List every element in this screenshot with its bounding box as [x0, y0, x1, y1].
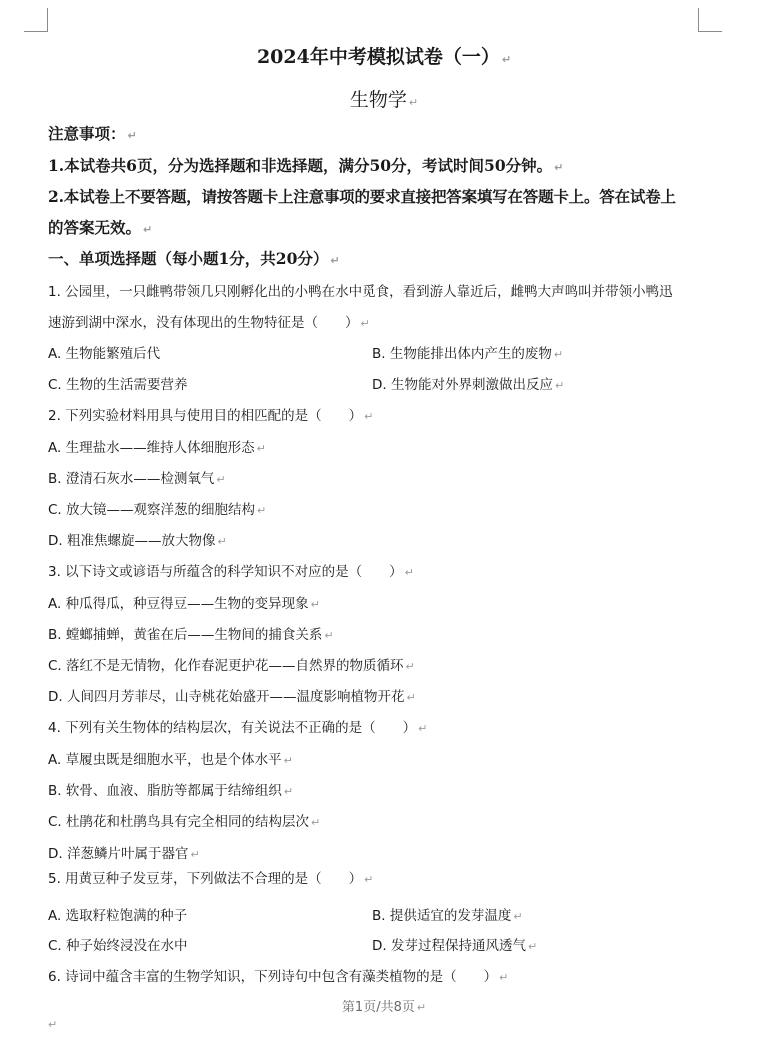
- question-3-stem: 3. 以下诗文或谚语与所蕴含的科学知识不对应的是（ ） ↵: [48, 564, 414, 580]
- question-6-stem: 6. 诗词中蕴含丰富的生物学知识，下列诗句中包含有藻类植物的是（ ） ↵: [48, 969, 509, 985]
- paragraph-mark-icon: ↵: [406, 691, 416, 704]
- paragraph-mark-icon: ↵: [310, 598, 320, 611]
- question-4-option-c: C. 杜鹃花和杜鹃鸟具有完全相同的结构层次 ↵: [48, 814, 321, 830]
- paragraph-mark-icon: ↵: [416, 1001, 427, 1014]
- question-2-option-b: B. 澄清石灰水——检测氧气 ↵: [48, 471, 226, 487]
- question-5-option-c: C. 种子始终浸没在水中: [48, 938, 188, 954]
- paragraph-mark-icon: ↵: [257, 504, 267, 517]
- question-2-option-a: A. 生理盐水——维持人体细胞形态 ↵: [48, 440, 266, 456]
- paragraph-mark-icon: ↵: [554, 161, 564, 174]
- paragraph-mark-icon: ↵: [283, 754, 293, 767]
- question-4-option-b: B. 软骨、血液、脂肪等都属于结缔组织 ↵: [48, 783, 294, 799]
- paragraph-mark-icon: ↵: [324, 629, 334, 642]
- question-1-option-d: D. 生物能对外界刺激做出反应 ↵: [372, 377, 565, 393]
- subject-title: 生物学 ↵: [349, 89, 419, 111]
- paragraph-mark-icon: ↵: [48, 1018, 58, 1031]
- paragraph-mark-icon: ↵: [364, 410, 374, 423]
- question-3-option-b: B. 螳螂捕蝉，黄雀在后——生物间的捕食关系 ↵: [48, 627, 334, 643]
- question-1-option-a: A. 生物能繁殖后代: [48, 346, 161, 362]
- exam-title: 2024年中考模拟试卷（一） ↵: [256, 46, 512, 68]
- question-3-option-c: C. 落红不是无情物，化作春泥更护花——自然界的物质循环 ↵: [48, 658, 415, 674]
- notes-item-2-line-1: 2.本试卷上不要答题，请按答题卡上注意事项的要求直接把答案填写在答题卡上。答在试卷上: [48, 187, 676, 206]
- question-2-option-c: C. 放大镜——观察洋葱的细胞结构 ↵: [48, 502, 267, 518]
- paragraph-mark-icon: ↵: [553, 348, 564, 361]
- paragraph-mark-icon: ↵: [143, 223, 153, 236]
- paragraph-mark-icon: ↵: [256, 442, 266, 455]
- paragraph-mark-icon: ↵: [216, 473, 226, 486]
- question-4-option-a: A. 草履虫既是细胞水平，也是个体水平 ↵: [48, 752, 293, 768]
- question-1-option-b: B. 生物能排出体内产生的废物 ↵: [372, 346, 564, 362]
- notes-item-1: 1.本试卷共6页，分为选择题和非选择题，满分50分，考试时间50分钟。 ↵: [48, 156, 564, 175]
- paragraph-mark-icon: ↵: [408, 96, 419, 109]
- notes-item-2-line-2: 的答案无效。 ↵: [48, 218, 153, 237]
- section-heading: 一、单项选择题（每小题1分，共20分） ↵: [48, 249, 340, 268]
- paragraph-mark-icon: ↵: [501, 53, 512, 66]
- paragraph-mark-icon: ↵: [404, 566, 414, 579]
- question-3-option-a: A. 种瓜得瓜，种豆得豆——生物的变异现象 ↵: [48, 596, 320, 612]
- question-1-stem-line-1: 1. 公园里，一只雌鸭带领几只刚孵化出的小鸭在水中觅食，看到游人靠近后，雌鸭大声鸣叫并带领小鸭迅: [48, 284, 673, 300]
- paragraph-mark-icon: ↵: [217, 535, 227, 548]
- paragraph-mark-icon: ↵: [330, 254, 340, 267]
- paragraph-mark-icon: ↵: [499, 971, 509, 984]
- question-5-option-b: B. 提供适宜的发芽温度 ↵: [372, 908, 523, 924]
- question-4-stem: 4. 下列有关生物体的结构层次，有关说法不正确的是（ ） ↵: [48, 720, 428, 736]
- trailing-paragraph: [48, 1013, 57, 1032]
- paragraph-mark-icon: ↵: [418, 722, 428, 735]
- paragraph-mark-icon: ↵: [311, 816, 321, 829]
- paragraph-mark-icon: ↵: [360, 317, 370, 330]
- question-2-stem: 2. 下列实验材料用具与使用目的相匹配的是（ ） ↵: [48, 408, 374, 424]
- paragraph-mark-icon: ↵: [364, 873, 374, 886]
- paragraph-mark-icon: ↵: [190, 848, 200, 861]
- question-1-option-c: C. 生物的生活需要营养: [48, 377, 188, 393]
- question-2-option-d: D. 粗准焦螺旋——放大物像 ↵: [48, 533, 227, 549]
- question-5-stem: 5. 用黄豆种子发豆芽，下列做法不合理的是（ ） ↵: [48, 871, 374, 887]
- question-3-option-d: D. 人间四月芳菲尽，山寺桃花始盛开——温度影响植物开花 ↵: [48, 689, 416, 705]
- question-5-option-d: D. 发芽过程保持通风透气 ↵: [372, 938, 538, 954]
- paragraph-mark-icon: ↵: [405, 660, 415, 673]
- paragraph-mark-icon: ↵: [127, 129, 137, 142]
- paragraph-mark-icon: ↵: [283, 785, 294, 798]
- question-5-option-a: A. 选取籽粒饱满的种子: [48, 908, 188, 924]
- question-1-stem-line-2: 速游到湖中深水，没有体现出的生物特征是（ ） ↵: [48, 315, 370, 331]
- question-4-option-d: D. 洋葱鳞片叶属于器官 ↵: [48, 846, 200, 862]
- paragraph-mark-icon: ↵: [527, 940, 538, 953]
- page-footer: 第1页/共8页 ↵: [341, 1000, 427, 1015]
- paragraph-mark-icon: ↵: [513, 910, 523, 923]
- paragraph-mark-icon: ↵: [554, 379, 565, 392]
- notes-heading: 注意事项： ↵: [48, 124, 137, 143]
